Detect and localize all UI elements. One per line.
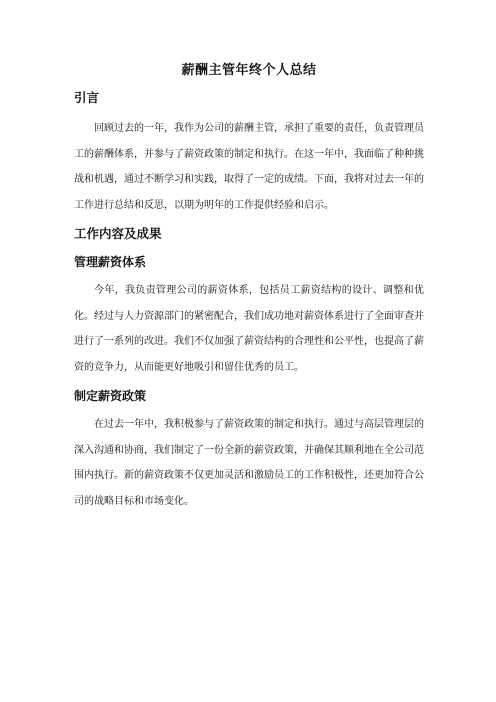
subsection-heading-salary-system: 管理薪资体系 — [74, 255, 147, 269]
salary-policy-paragraph: 在过去一年中，我积极参与了薪资政策的制定和执行。通过与高层管理层的深入沟通和协商，我们制定了一份全新的薪资政策，并确保其顺利地在全公司范围内执行。新的薪资政策不仅更加灵活和激励员工的工作积极性，还更加符合公司的战略目标和市场变化。 — [74, 419, 424, 507]
document-page — [74, 62, 424, 520]
section-heading-work: 工作内容及成果 — [74, 226, 162, 241]
intro-paragraph: 回顾过去的一年，我作为公司的薪酬主管，承担了重要的责任，负责管理员工的薪酬体系，并参与了薪资政策的制定和执行。在这一年中，我面临了种种挑战和机遇，通过不断学习和实践，取得了一定的成绩。下面，我将对过去一年的工作进行总结和反思，以期为明年的工作提供经验和启示。 — [74, 123, 424, 211]
salary-system-paragraph: 今年，我负责管理公司的薪资体系，包括员工薪资结构的设计、调整和优化。经过与人力资源部门的紧密配合，我们成功地对薪资体系进行了全面审查并进行了一系列的改进。我们不仅加强了薪资结构的合理性和公平性，也提高了薪资的竞争力，从而能更好地吸引和留住优秀的员工。 — [74, 285, 424, 373]
section-heading-intro: 引言 — [74, 90, 100, 105]
document-title: 薪酬主管年终个人总结 — [181, 63, 317, 78]
subsection-heading-salary-policy: 制定薪资政策 — [74, 389, 147, 403]
